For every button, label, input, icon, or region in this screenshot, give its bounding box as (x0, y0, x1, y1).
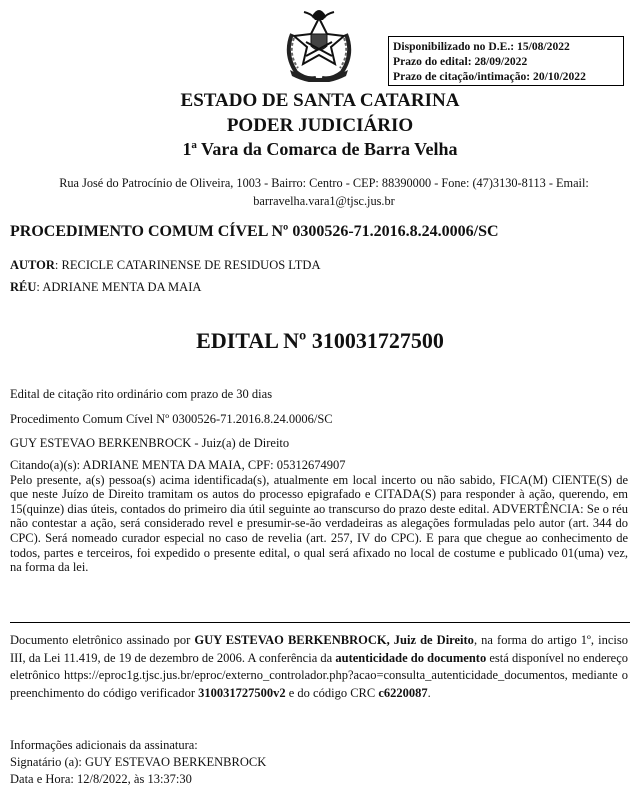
edital-paragraph: Pelo presente, a(s) pessoa(s) acima identificada(s), atualmente em local incerto ou não sabido, FICA(M) CIENTE(S) de que neste Juízo de Direito tramitam os autos do processo epigrafado e CITADA(S) para responder à ação, querendo, em 15(quinze) dias úteis, contados do primeiro dia útil seguinte ao transcurso do prazo deste edital. ADVERTÊNCIA: Se o réu não contestar a ação, será considerado revel e presumir-se-ão verdadeiras as alegações formuladas pelo autor (art. 344 do CPC). Será nomeado curador especial no caso de revelia (art. 257, IV do CPC). E para que chegue ao conhecimento de todos, partes e terceiros, foi expedido o presente edital, o qual será afixado no local de costume e publicado 01(uma) vez, na forma da lei. (10, 472, 628, 575)
signer-name: GUY ESTEVAO BERKENBROCK, Juiz de Direito (194, 633, 474, 647)
signature-info-title: Informações adicionais da assinatura: (10, 738, 198, 752)
signature-text-4: e do código CRC (285, 685, 379, 700)
autor-value: : RECICLE CATARINENSE DE RESIDUOS LTDA (54, 258, 321, 272)
publication-dates-box (388, 36, 624, 86)
party-reu (10, 280, 201, 295)
court-heading: 1ª Vara da Comarca de Barra Velha (182, 139, 458, 159)
signature-text-5: . (427, 685, 431, 700)
signature-text-1: Documento eletrônico assinado por (10, 633, 195, 647)
party-autor (10, 258, 320, 273)
power-heading: PODER JUDICIÁRIO (226, 115, 414, 136)
autor-label: AUTOR (10, 258, 55, 272)
coat-of-arms-icon (282, 4, 356, 82)
reu-label: RÉU (10, 280, 37, 294)
address-line-1: Rua José do Patrocínio de Oliveira, 1003 - Bairro: Centro - CEP: 88390000 - Fone: (47)3130-8113 - Email: (59, 176, 589, 190)
electronic-signature-notice (10, 632, 628, 702)
procedure-line: Procedimento Comum Cível Nº 0300526-71.2016.8.24.0006/SC (10, 412, 333, 426)
crc-code: c6220087 (378, 685, 428, 700)
reu-value: : ADRIANE MENTA DA MAIA (36, 280, 202, 294)
edital-body (10, 458, 628, 575)
procedure-title: PROCEDIMENTO COMUM CÍVEL Nº 0300526-71.2016.8.24.0006/SC (10, 223, 499, 240)
edital-type-line: Edital de citação rito ordinário com prazo de 30 dias (10, 387, 273, 401)
publication-date: Disponibilizado no D.E.: 15/08/2022 (393, 40, 570, 53)
signature-text-2: , na forma do artigo 1º, inciso III, da Lei 11.419, de 19 de dezembro de 2006. A conferência da (10, 633, 628, 665)
edital-deadline: Prazo do edital: 28/09/2022 (393, 55, 528, 68)
signature-info-datetime: Data e Hora: 12/8/2022, às 13:37:30 (10, 772, 192, 786)
address-line-2: barravelha.vara1@tjsc.jus.br (253, 194, 395, 208)
signature-text-3: está disponível no endereço eletrônico https://eproc1g.tjsc.jus.br/eproc/externo_controlador.php?acao=consulta_autenticidade_documentos, mediante o preenchimento do código verificador (10, 650, 629, 700)
citando-line: Citando(a)(s): ADRIANE MENTA DA MAIA, CPF: 05312674907 (10, 458, 346, 472)
edital-title: EDITAL Nº 310031727500 (196, 328, 444, 353)
judge-line: GUY ESTEVAO BERKENBROCK - Juiz(a) de Direito (10, 436, 290, 450)
authenticity-label: autenticidade do documento (335, 650, 487, 665)
verifier-code: 310031727500v2 (198, 685, 286, 700)
court-address (20, 174, 628, 210)
section-divider (10, 622, 630, 623)
state-heading: ESTADO DE SANTA CATARINA (180, 90, 460, 111)
signature-info-signer: Signatário (a): GUY ESTEVAO BERKENBROCK (10, 755, 267, 769)
citation-deadline: Prazo de citação/intimação: 20/10/2022 (393, 70, 586, 83)
